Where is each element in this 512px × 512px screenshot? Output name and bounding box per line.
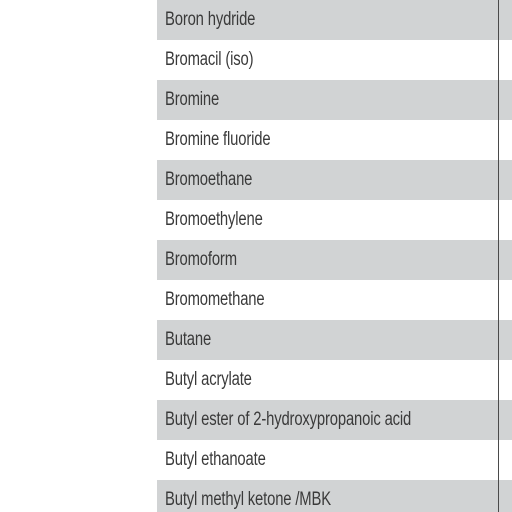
table-row <box>157 160 512 200</box>
chemical-name-cell: Bromine fluoride <box>165 129 271 150</box>
chemical-name-cell: Bromoethane <box>165 169 253 190</box>
table-row <box>157 400 512 440</box>
table-row <box>157 200 512 240</box>
table-row <box>157 280 512 320</box>
table-row <box>157 240 512 280</box>
table-row <box>157 480 512 512</box>
table-row <box>157 120 512 160</box>
chemical-name-cell: Bromoform <box>165 249 237 270</box>
table-row <box>157 80 512 120</box>
chemical-name-cell: Butyl ester of 2-hydroxypropanoic acid <box>165 409 412 430</box>
chemical-name-cell: Bromoethylene <box>165 209 263 230</box>
table-row <box>157 40 512 80</box>
table-row <box>157 440 512 480</box>
chemical-name-cell: Butyl ethanoate <box>165 449 266 470</box>
table-row <box>157 320 512 360</box>
column-divider <box>498 0 499 512</box>
chemical-name-cell: Butane <box>165 329 212 350</box>
table-row <box>157 360 512 400</box>
chemical-name-cell: Bromacil (iso) <box>165 49 254 70</box>
chemical-name-cell: Boron hydride <box>165 9 256 30</box>
chemical-table <box>157 0 512 512</box>
chemical-name-cell: Butyl acrylate <box>165 369 252 390</box>
chemical-name-cell: Bromine <box>165 89 220 110</box>
chemical-name-cell: Bromomethane <box>165 289 265 310</box>
table-row <box>157 0 512 40</box>
chemical-name-cell: Butyl methyl ketone /MBK <box>165 489 331 510</box>
